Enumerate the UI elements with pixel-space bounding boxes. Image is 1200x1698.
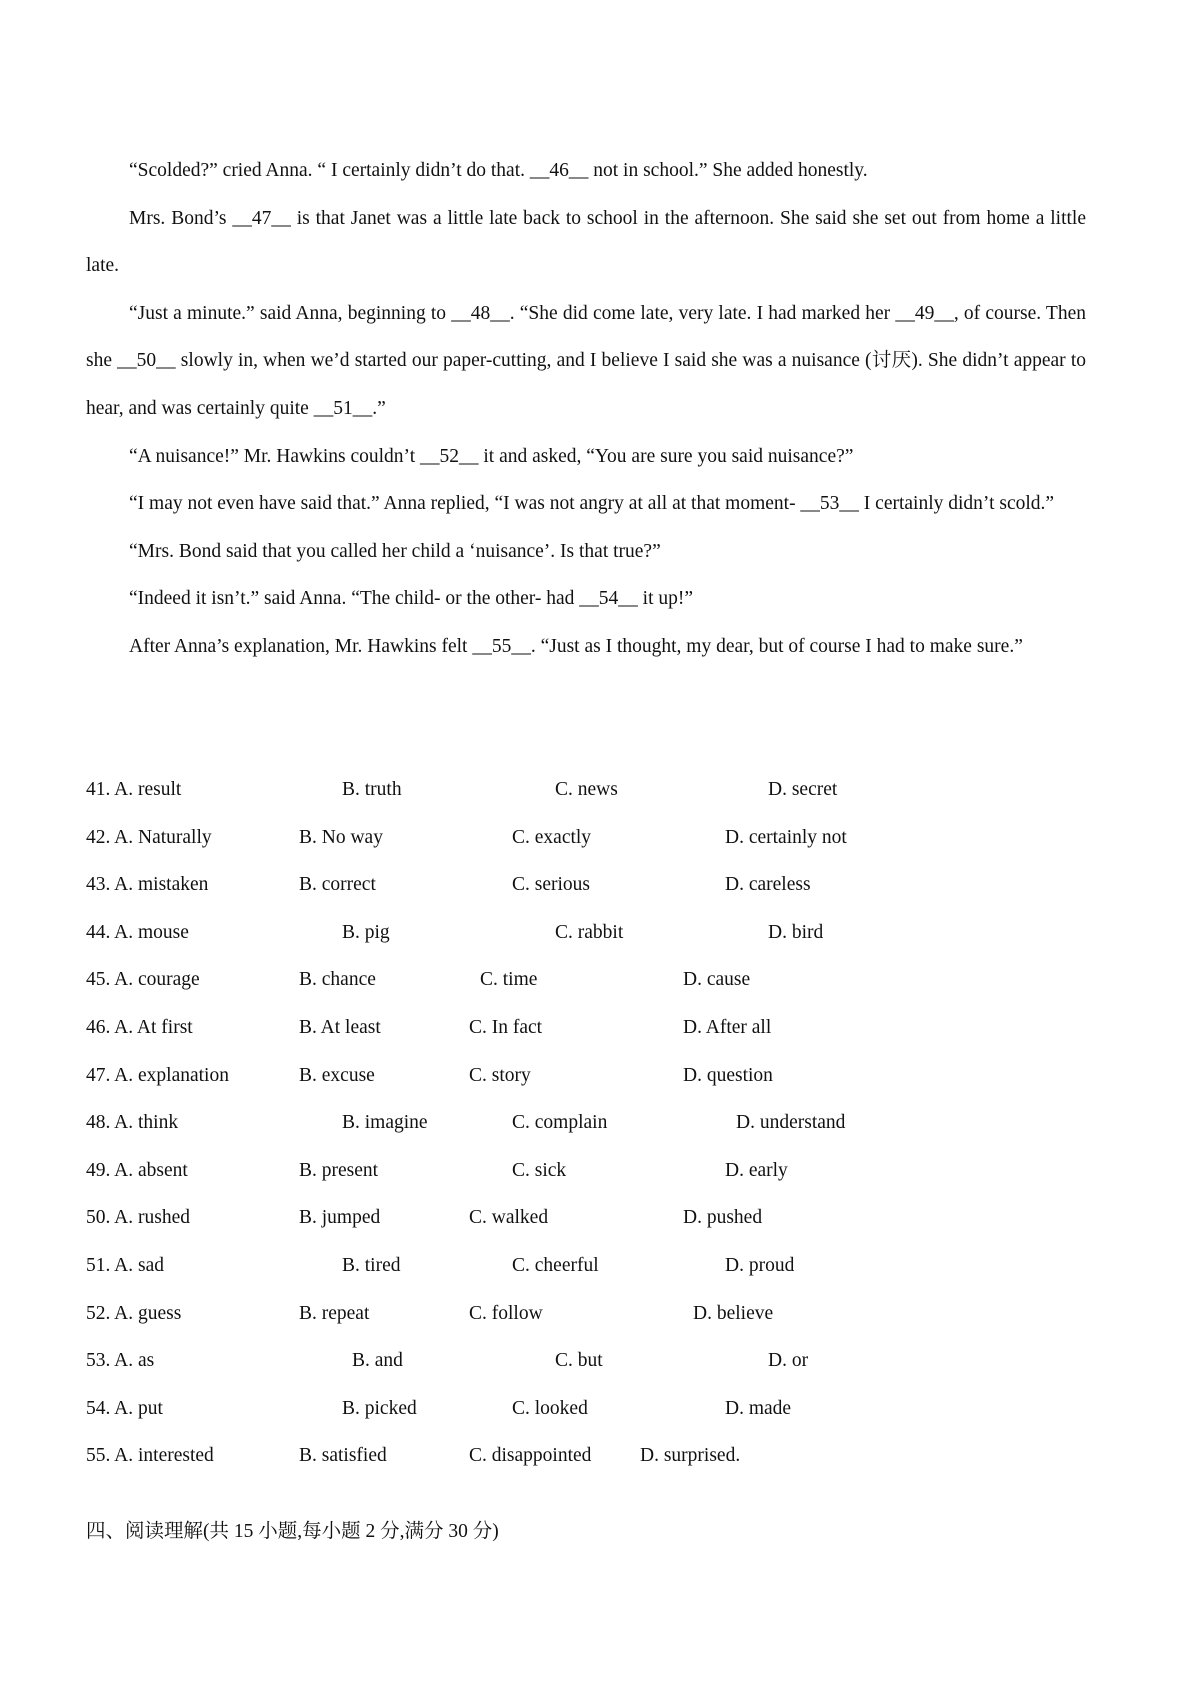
option-d: D. early — [725, 1159, 788, 1181]
option-d: D. careless — [725, 874, 811, 896]
option-d: D. certainly not — [725, 826, 847, 848]
option-b: B. and — [352, 1350, 403, 1372]
option-b: B. pig — [342, 921, 390, 943]
option-d: D. or — [768, 1350, 809, 1372]
question-options-44 — [86, 909, 1086, 957]
option-b: B. correct — [299, 874, 376, 896]
option-b: B. At least — [299, 1016, 381, 1038]
passage-paragraph: Mrs. Bond’s __47__ is that Janet was a little late back to school in the afternoon. She said she set out from home a little late. — [86, 207, 1086, 277]
option-c: C. exactly — [512, 826, 592, 848]
option-b: B. repeat — [299, 1302, 370, 1324]
option-c: C. story — [469, 1064, 531, 1086]
option-c: C. rabbit — [555, 921, 624, 943]
option-a: 48. A. think — [86, 1112, 179, 1134]
passage-paragraph: “Scolded?” cried Anna. “ I certainly didn’t do that. __46__ not in school.” She added honestly. — [129, 160, 868, 181]
option-a: 51. A. sad — [86, 1254, 164, 1276]
option-a: 42. A. Naturally — [86, 826, 212, 848]
question-options-54 — [86, 1385, 1086, 1433]
option-a: 46. A. At first — [86, 1016, 193, 1038]
question-options-51 — [86, 1242, 1086, 1290]
question-options-45 — [86, 956, 1086, 1004]
option-b: B. present — [299, 1159, 379, 1181]
question-options-50 — [86, 1194, 1086, 1242]
question-options-48 — [86, 1099, 1086, 1147]
option-a: 41. A. result — [86, 779, 182, 800]
option-d: D. believe — [693, 1302, 774, 1324]
option-d: D. made — [725, 1397, 792, 1419]
question-options-53 — [86, 1337, 1086, 1385]
option-c: C. cheerful — [512, 1254, 599, 1276]
passage-paragraph: After Anna’s explanation, Mr. Hawkins felt __55__. “Just as I thought, my dear, but of course I had to make sure.” — [129, 635, 1023, 657]
option-c: C. time — [480, 969, 538, 991]
option-c: C. looked — [512, 1397, 588, 1419]
option-a: 53. A. as — [86, 1350, 155, 1372]
option-c: C. sick — [512, 1159, 567, 1181]
passage-paragraph: “Indeed it isn’t.” said Anna. “The child- or the other- had __54__ it up!” — [129, 588, 694, 610]
passage-paragraph: “I may not even have said that.” Anna replied, “I was not angry at all at that moment- __53__ I certainly didn’t scold.” — [129, 493, 1055, 515]
option-d: D. surprised. — [640, 1445, 741, 1467]
option-b: B. chance — [299, 969, 376, 991]
question-options-52 — [86, 1290, 1086, 1338]
option-a: 55. A. interested — [86, 1445, 214, 1467]
question-options-41 — [86, 766, 1086, 814]
option-c: C. serious — [512, 874, 590, 896]
question-options-55 — [86, 1432, 1086, 1480]
question-options-46 — [86, 1004, 1086, 1052]
option-d: D. bird — [768, 921, 824, 943]
option-a: 43. A. mistaken — [86, 874, 209, 896]
option-b: B. excuse — [299, 1064, 375, 1086]
option-a: 44. A. mouse — [86, 921, 189, 943]
option-a: 49. A. absent — [86, 1159, 188, 1181]
section-heading: 四、阅读理解(共 15 小题,每小题 2 分,满分 30 分) — [86, 1521, 499, 1542]
option-c: C. but — [555, 1350, 603, 1372]
option-c: C. In fact — [469, 1016, 543, 1038]
option-c: C. complain — [512, 1112, 608, 1134]
option-d: D. secret — [768, 779, 838, 800]
option-a: 54. A. put — [86, 1397, 163, 1419]
cloze-passage — [86, 147, 1086, 671]
passage-paragraph: “Just a minute.” said Anna, beginning to __48__. “She did come late, very late. I had marked her __49__, of course. Then she __50__ slowly in, when we’d started our paper-cutting, and I believe I said she was a nuisance (讨厌). She didn’t appear to hear, and was certainly quite __51__.” — [86, 302, 1086, 419]
passage-paragraph: “Mrs. Bond said that you called her child a ‘nuisance’. Is that true?” — [129, 540, 661, 562]
passage-paragraph: “A nuisance!” Mr. Hawkins couldn’t __52__ it and asked, “You are sure you said nuisance?” — [129, 445, 854, 467]
option-d: D. cause — [683, 969, 751, 991]
option-a: 52. A. guess — [86, 1302, 182, 1324]
option-c: C. follow — [469, 1302, 543, 1324]
option-c: C. news — [555, 779, 618, 800]
question-options-42 — [86, 814, 1086, 862]
answer-options-list — [86, 766, 1086, 1480]
option-a: 45. A. courage — [86, 969, 200, 991]
question-options-43 — [86, 861, 1086, 909]
option-d: D. After all — [683, 1016, 772, 1038]
option-a: 50. A. rushed — [86, 1207, 190, 1229]
document-page — [86, 0, 1086, 1698]
question-options-49 — [86, 1147, 1086, 1195]
option-b: B. imagine — [342, 1112, 428, 1134]
option-b: B. truth — [342, 779, 402, 800]
option-c: C. disappointed — [469, 1445, 592, 1467]
option-a: 47. A. explanation — [86, 1064, 229, 1086]
option-b: B. satisfied — [299, 1445, 387, 1467]
option-d: D. proud — [725, 1254, 795, 1276]
option-c: C. walked — [469, 1207, 549, 1229]
question-options-47 — [86, 1052, 1086, 1100]
option-b: B. picked — [342, 1397, 417, 1419]
option-b: B. jumped — [299, 1207, 381, 1229]
option-d: D. understand — [736, 1112, 846, 1134]
option-b: B. No way — [299, 826, 383, 848]
option-b: B. tired — [342, 1254, 401, 1276]
option-d: D. pushed — [683, 1207, 763, 1229]
option-d: D. question — [683, 1064, 773, 1086]
